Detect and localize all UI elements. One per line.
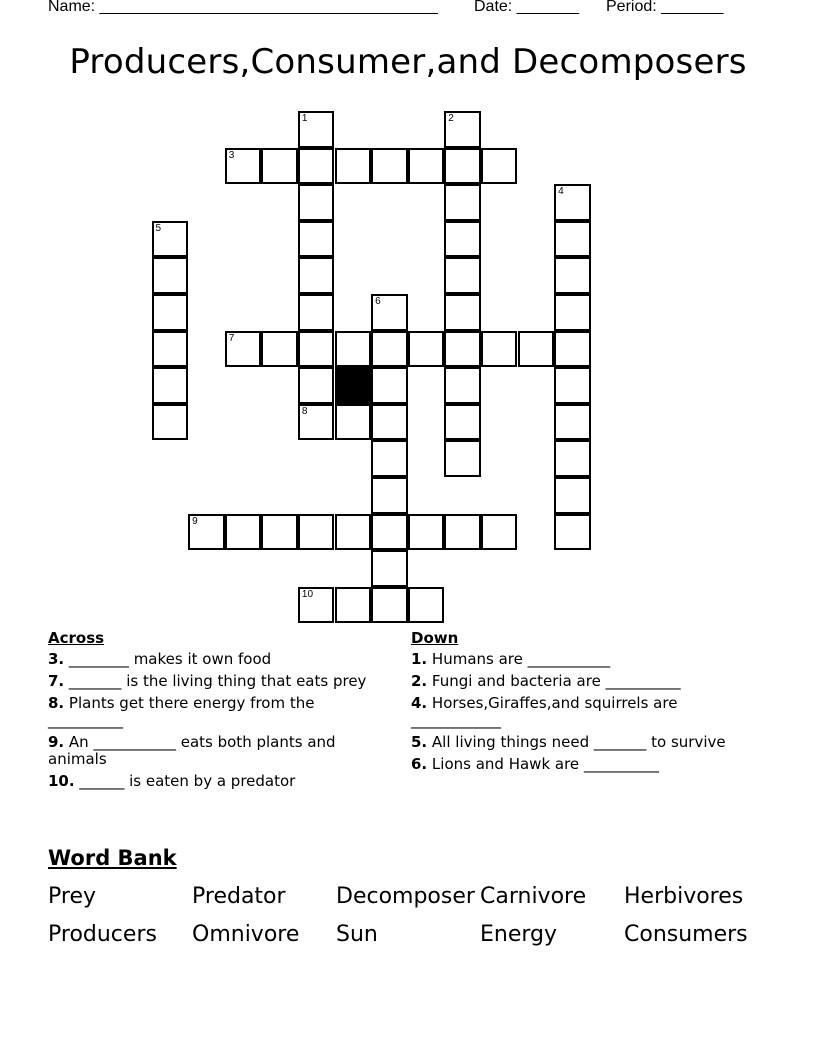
word-bank-word: Omnivore: [192, 922, 300, 947]
clue-number: 9: [192, 515, 198, 527]
crossword-cell[interactable]: [444, 514, 481, 551]
down-heading: Down: [411, 629, 459, 647]
crossword-cell[interactable]: [371, 587, 408, 624]
crossword-cell[interactable]: [408, 587, 445, 624]
crossword-cell[interactable]: [554, 514, 591, 551]
word-bank-word: Sun: [336, 922, 378, 947]
down-clue: 2. Fungi and bacteria are __________: [411, 672, 681, 690]
crossword-cell[interactable]: [408, 148, 445, 185]
crossword-cell[interactable]: [335, 331, 372, 368]
crossword-cell[interactable]: [261, 148, 298, 185]
crossword-cell[interactable]: [225, 331, 262, 368]
crossword-cell[interactable]: [371, 367, 408, 404]
word-bank-word: Herbivores: [624, 884, 744, 909]
crossword-cell[interactable]: [444, 367, 481, 404]
crossword-cell[interactable]: [225, 514, 262, 551]
down-clue: 4. Horses,Giraffes,and squirrels are ____________: [411, 694, 678, 729]
crossword-cell[interactable]: [554, 477, 591, 514]
crossword-cell[interactable]: [152, 404, 189, 441]
clue-number: 10: [301, 588, 314, 600]
word-bank-word: Predator: [192, 884, 286, 909]
across-clue: 8. Plants get there energy from the __________: [48, 694, 315, 729]
name-line: Name: ______________________________________: [48, 0, 438, 15]
crossword-cell[interactable]: [554, 367, 591, 404]
crossword-cell[interactable]: [152, 221, 189, 258]
crossword-cell[interactable]: [261, 514, 298, 551]
crossword-cell[interactable]: [298, 111, 335, 148]
clue-number: 8: [301, 405, 308, 417]
across-clue: 9. An ___________ eats both plants and animals: [48, 733, 336, 768]
crossword-cell[interactable]: [408, 514, 445, 551]
crossword-cell[interactable]: [335, 148, 372, 185]
crossword-cell[interactable]: [371, 440, 408, 477]
word-bank-word: Carnivore: [480, 884, 587, 909]
crossword-cell[interactable]: [298, 294, 335, 331]
word-bank: [48, 884, 768, 948]
across-clues: [48, 630, 388, 795]
crossword-cell[interactable]: [371, 294, 408, 331]
date-line: Date: _______: [474, 0, 579, 15]
clue-number: 1: [301, 113, 308, 124]
crossword-cell[interactable]: [298, 514, 335, 551]
clue-number: 4: [558, 186, 564, 198]
crossword-cell[interactable]: [444, 148, 481, 185]
crossword-cell[interactable]: [444, 257, 481, 294]
crossword-block: [335, 367, 372, 404]
crossword-cell[interactable]: [298, 221, 335, 258]
word-bank-word: Decomposer: [336, 884, 475, 909]
crossword-cell[interactable]: [371, 477, 408, 514]
crossword-cell[interactable]: [554, 184, 591, 221]
crossword-cell[interactable]: [152, 367, 189, 404]
crossword-cell[interactable]: [152, 331, 189, 368]
crossword-cell[interactable]: [371, 148, 408, 185]
crossword-cell[interactable]: [335, 514, 372, 551]
clue-number: 5: [155, 222, 162, 234]
crossword-cell[interactable]: [225, 148, 262, 185]
crossword-cell[interactable]: [481, 514, 518, 551]
page-title: Producers,Consumer,and Decomposers: [69, 42, 747, 82]
crossword-cell[interactable]: [298, 367, 335, 404]
crossword-cell[interactable]: [408, 331, 445, 368]
crossword-cell[interactable]: [554, 257, 591, 294]
crossword-cell[interactable]: [554, 331, 591, 368]
across-clue: 7. _______ is the living thing that eats prey: [48, 672, 367, 690]
crossword-cell[interactable]: [444, 184, 481, 221]
clue-number: 3: [228, 149, 235, 161]
crossword-cell[interactable]: [444, 331, 481, 368]
crossword-cell[interactable]: [554, 404, 591, 441]
down-clue: 5. All living things need _______ to survive: [411, 733, 726, 751]
crossword-cell[interactable]: [481, 331, 518, 368]
period-line: Period: _______: [606, 0, 724, 15]
crossword-cell[interactable]: [444, 440, 481, 477]
crossword-cell[interactable]: [481, 148, 518, 185]
word-bank-word: Consumers: [624, 922, 748, 947]
crossword-cell[interactable]: [261, 331, 298, 368]
crossword-cell[interactable]: [371, 331, 408, 368]
crossword-cell[interactable]: [371, 514, 408, 551]
across-clue: 10. ______ is eaten by a predator: [48, 772, 296, 790]
word-bank-word: Energy: [480, 922, 558, 947]
clue-number: 7: [228, 332, 235, 344]
crossword-cell[interactable]: [298, 587, 335, 624]
clue-number: 6: [375, 296, 381, 307]
crossword-cell[interactable]: [554, 440, 591, 477]
across-clue: 3. ________ makes it own food: [48, 650, 272, 668]
crossword-cell[interactable]: [335, 404, 372, 441]
crossword-cell[interactable]: [554, 221, 591, 258]
crossword-cell[interactable]: [298, 331, 335, 368]
across-heading: Across: [48, 629, 105, 647]
word-bank-word: Prey: [48, 884, 96, 909]
down-clue: 1. Humans are ___________: [411, 650, 611, 668]
crossword-cell[interactable]: [371, 404, 408, 441]
crossword-cell[interactable]: [298, 148, 335, 185]
crossword-cell[interactable]: [444, 111, 481, 148]
down-clue: 6. Lions and Hawk are __________: [411, 755, 659, 773]
word-bank-word: Producers: [48, 922, 157, 947]
down-clues: [411, 630, 751, 778]
crossword-cell[interactable]: [444, 294, 481, 331]
crossword-cell[interactable]: [152, 294, 189, 331]
clue-number: 2: [448, 113, 454, 124]
crossword-cell[interactable]: [444, 404, 481, 441]
crossword-cell[interactable]: [298, 184, 335, 221]
crossword-cell[interactable]: [444, 221, 481, 258]
crossword-cell[interactable]: [371, 550, 408, 587]
crossword-cell[interactable]: [188, 514, 225, 551]
crossword-cell[interactable]: [152, 257, 189, 294]
word-bank-title: Word Bank: [48, 846, 177, 870]
crossword-cell[interactable]: [554, 294, 591, 331]
crossword-cell[interactable]: [298, 404, 335, 441]
crossword-cell[interactable]: [298, 257, 335, 294]
crossword-cell[interactable]: [518, 331, 555, 368]
crossword-cell[interactable]: [335, 587, 372, 624]
